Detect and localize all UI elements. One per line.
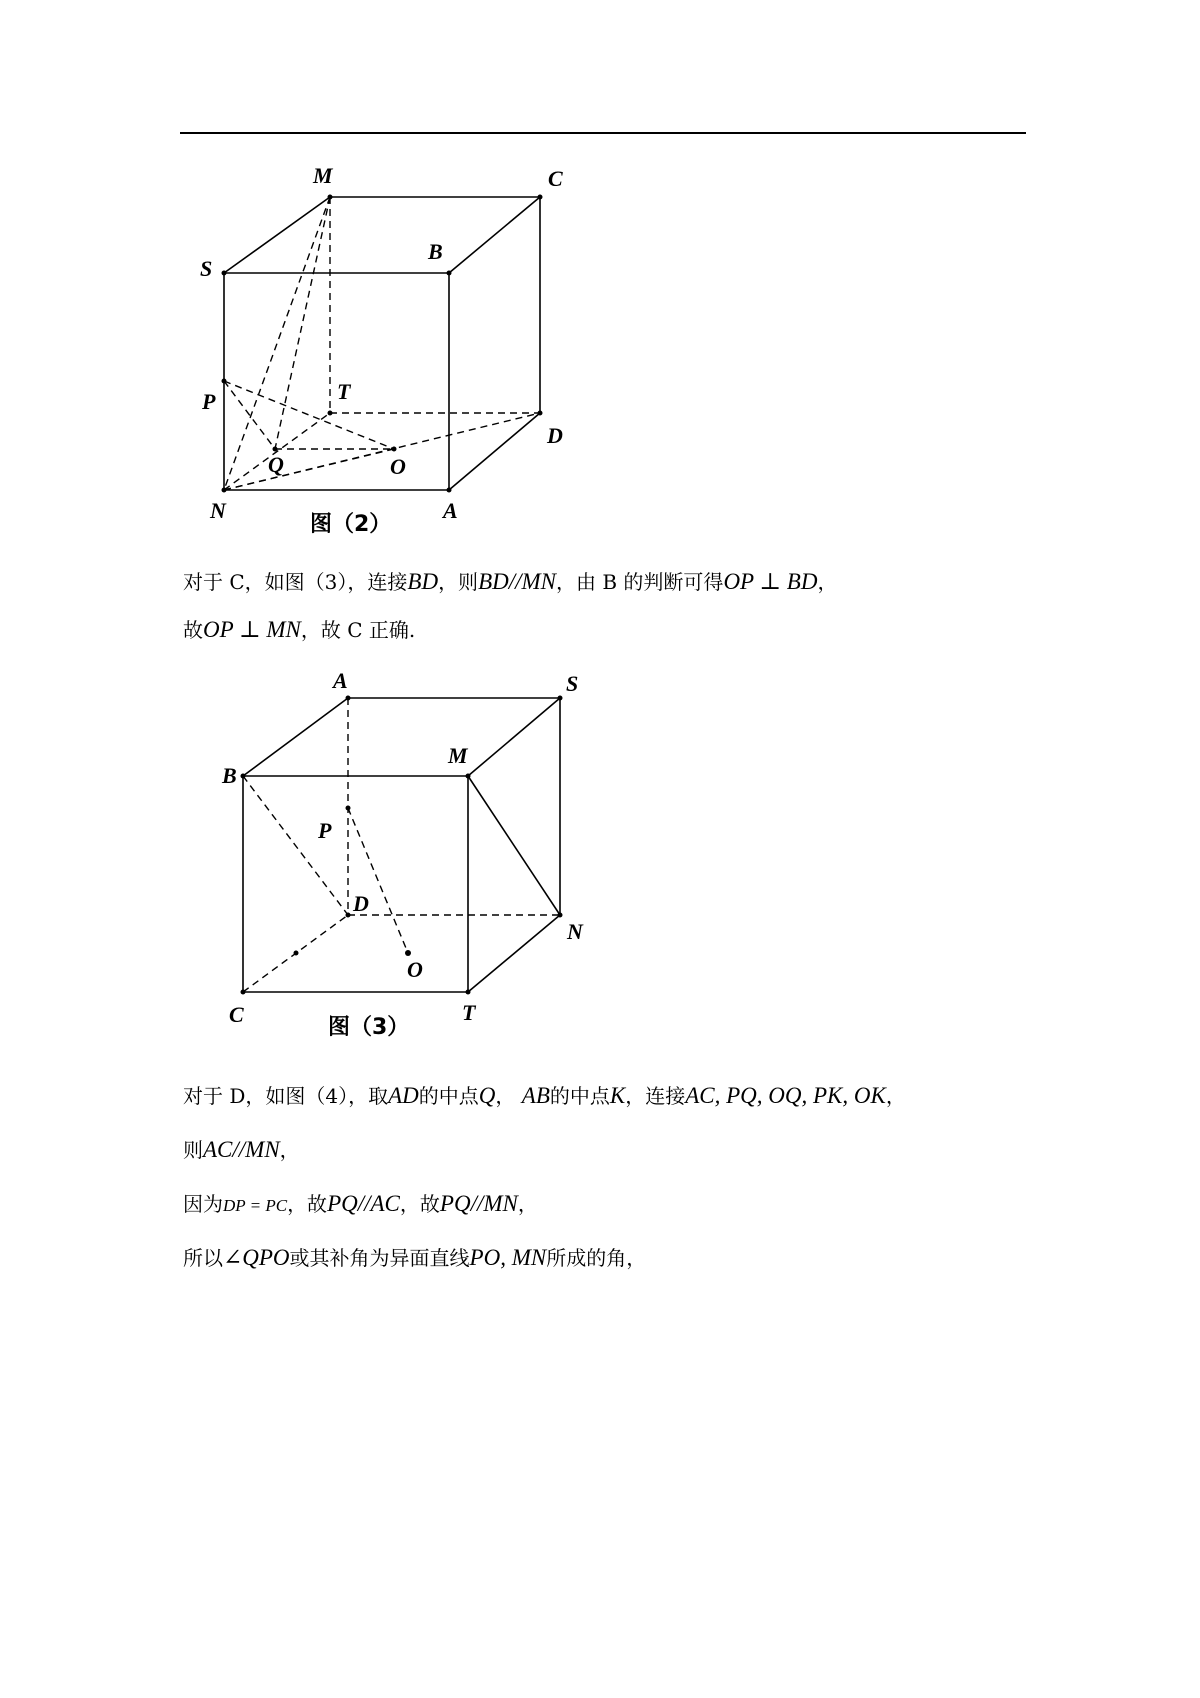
text: 所以 [183, 1246, 223, 1270]
figure-3-caption: 图（3） [328, 1015, 410, 1040]
text: 对于 D，如图（4），取 [183, 1084, 389, 1108]
figure-2-caption: 图（2） [310, 512, 392, 537]
label-n: N [210, 498, 226, 523]
label-d: D [547, 423, 563, 448]
math: K [609, 1083, 626, 1108]
text: ，故 [287, 1192, 328, 1216]
text: 因为 [183, 1192, 223, 1216]
label-c: C [548, 166, 563, 191]
text: ，故 [399, 1192, 440, 1216]
math: Q [478, 1083, 496, 1108]
math: PQ//AC [327, 1191, 400, 1216]
math: AB [521, 1083, 550, 1108]
label-q: Q [268, 452, 284, 477]
label-p: P [202, 389, 216, 414]
label-a: A [333, 668, 348, 693]
text: 所成的角， [546, 1246, 647, 1270]
label-c: C [229, 1002, 244, 1027]
text: ， [495, 1084, 516, 1108]
text: ， [517, 1192, 538, 1216]
label-s: S [566, 671, 579, 696]
math: ∠QPO [223, 1245, 290, 1270]
text: 故 [183, 618, 203, 642]
math: PO, MN [469, 1245, 547, 1270]
text: ，故 C 正确. [300, 618, 416, 642]
math: OP ⊥ BD [723, 569, 818, 594]
text: ，连接 [625, 1084, 686, 1108]
math: AC, PQ, OQ, PK, OK [685, 1083, 886, 1108]
text: ， [817, 570, 838, 594]
label-d: D [353, 891, 369, 916]
text: ， [279, 1138, 300, 1162]
text: ，则 [438, 570, 479, 594]
math: PQ//MN [439, 1191, 518, 1216]
math: AD [388, 1083, 419, 1108]
cube-diagram-3 [0, 0, 600, 1060]
para-d-line-2 [183, 1136, 300, 1164]
text: 则 [183, 1138, 203, 1162]
math: DP = PC [223, 1196, 288, 1215]
math: BD//MN [478, 569, 557, 594]
label-a: A [443, 498, 458, 523]
math: OP ⊥ MN [203, 617, 301, 642]
text: 的中点 [549, 1084, 610, 1108]
label-b: B [428, 239, 443, 264]
text: ， [885, 1084, 906, 1108]
label-p: P [318, 818, 332, 843]
para-d-line-4 [183, 1244, 646, 1272]
label-o: O [390, 454, 406, 479]
math: AC//MN [203, 1137, 280, 1162]
text: 或其补角为异面直线 [289, 1246, 470, 1270]
figure-3 [0, 0, 600, 1060]
label-n: N [567, 919, 583, 944]
para-d-line-3 [183, 1190, 538, 1220]
label-m: M [448, 743, 468, 768]
math: BD [407, 569, 439, 594]
label-m: M [313, 163, 333, 188]
label-t: T [462, 1000, 476, 1025]
label-b: B [222, 763, 237, 788]
text: 对于 C，如图（3），连接 [183, 570, 408, 594]
label-o: O [407, 957, 423, 982]
text: ，由 B 的判断可得 [556, 570, 724, 594]
para-d-line-1 [183, 1082, 906, 1110]
label-t: T [337, 379, 351, 404]
label-s: S [200, 256, 213, 281]
text: 的中点 [418, 1084, 479, 1108]
